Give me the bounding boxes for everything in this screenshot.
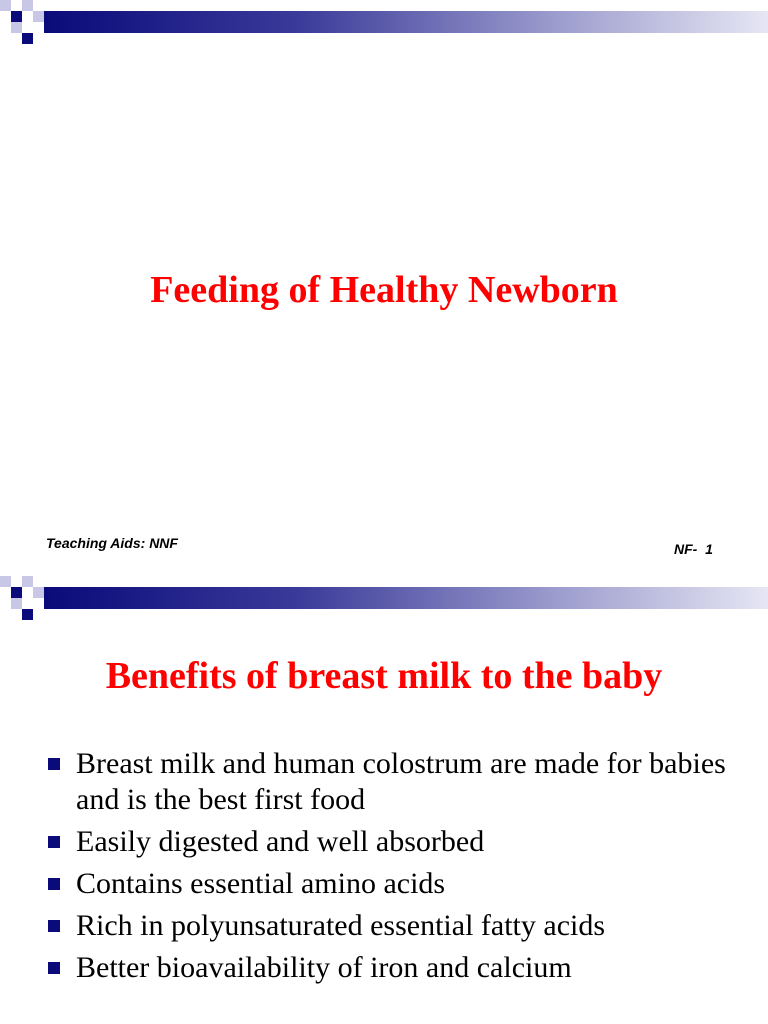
decor-square [11,598,22,609]
decor-square [22,576,33,587]
decor-square [22,33,33,44]
square-bullet-icon [48,962,60,974]
square-bullet-icon [48,758,60,770]
square-bullet-icon [48,836,60,848]
header-bar [44,587,768,609]
slide-2 [0,576,768,1024]
bullet-text: Easily digested and well absorbed [76,825,485,858]
list-item [46,746,746,818]
slide-title: Benefits of breast milk to the baby [105,655,663,697]
bullet-text: Better bioavailability of iron and calcium [76,951,572,984]
bullet-list [46,746,746,992]
list-item [46,908,746,944]
decor-square [0,0,11,11]
decor-square [33,587,44,598]
list-item [46,950,746,986]
square-bullet-icon [48,920,60,932]
decor-square [22,609,33,620]
footer-source: Teaching Aids: NNF [46,535,178,551]
bullet-text: Contains essential amino acids [76,867,446,900]
slide-number: NF- 1 [674,541,713,557]
slide-title: Feeding of Healthy Newborn [150,269,618,311]
decor-square [11,22,22,33]
decor-square [33,11,44,22]
decor-square [11,11,22,22]
list-item [46,824,746,860]
square-bullet-icon [48,878,60,890]
header-bar [44,11,768,33]
bullet-text: Rich in polyunsaturated essential fatty acids [76,909,606,942]
bullet-text: Breast milk and human colostrum are made for babies and is the best first food [76,747,726,816]
decor-square [0,576,11,587]
decor-square [22,0,33,11]
decor-square [11,587,22,598]
list-item [46,866,746,902]
